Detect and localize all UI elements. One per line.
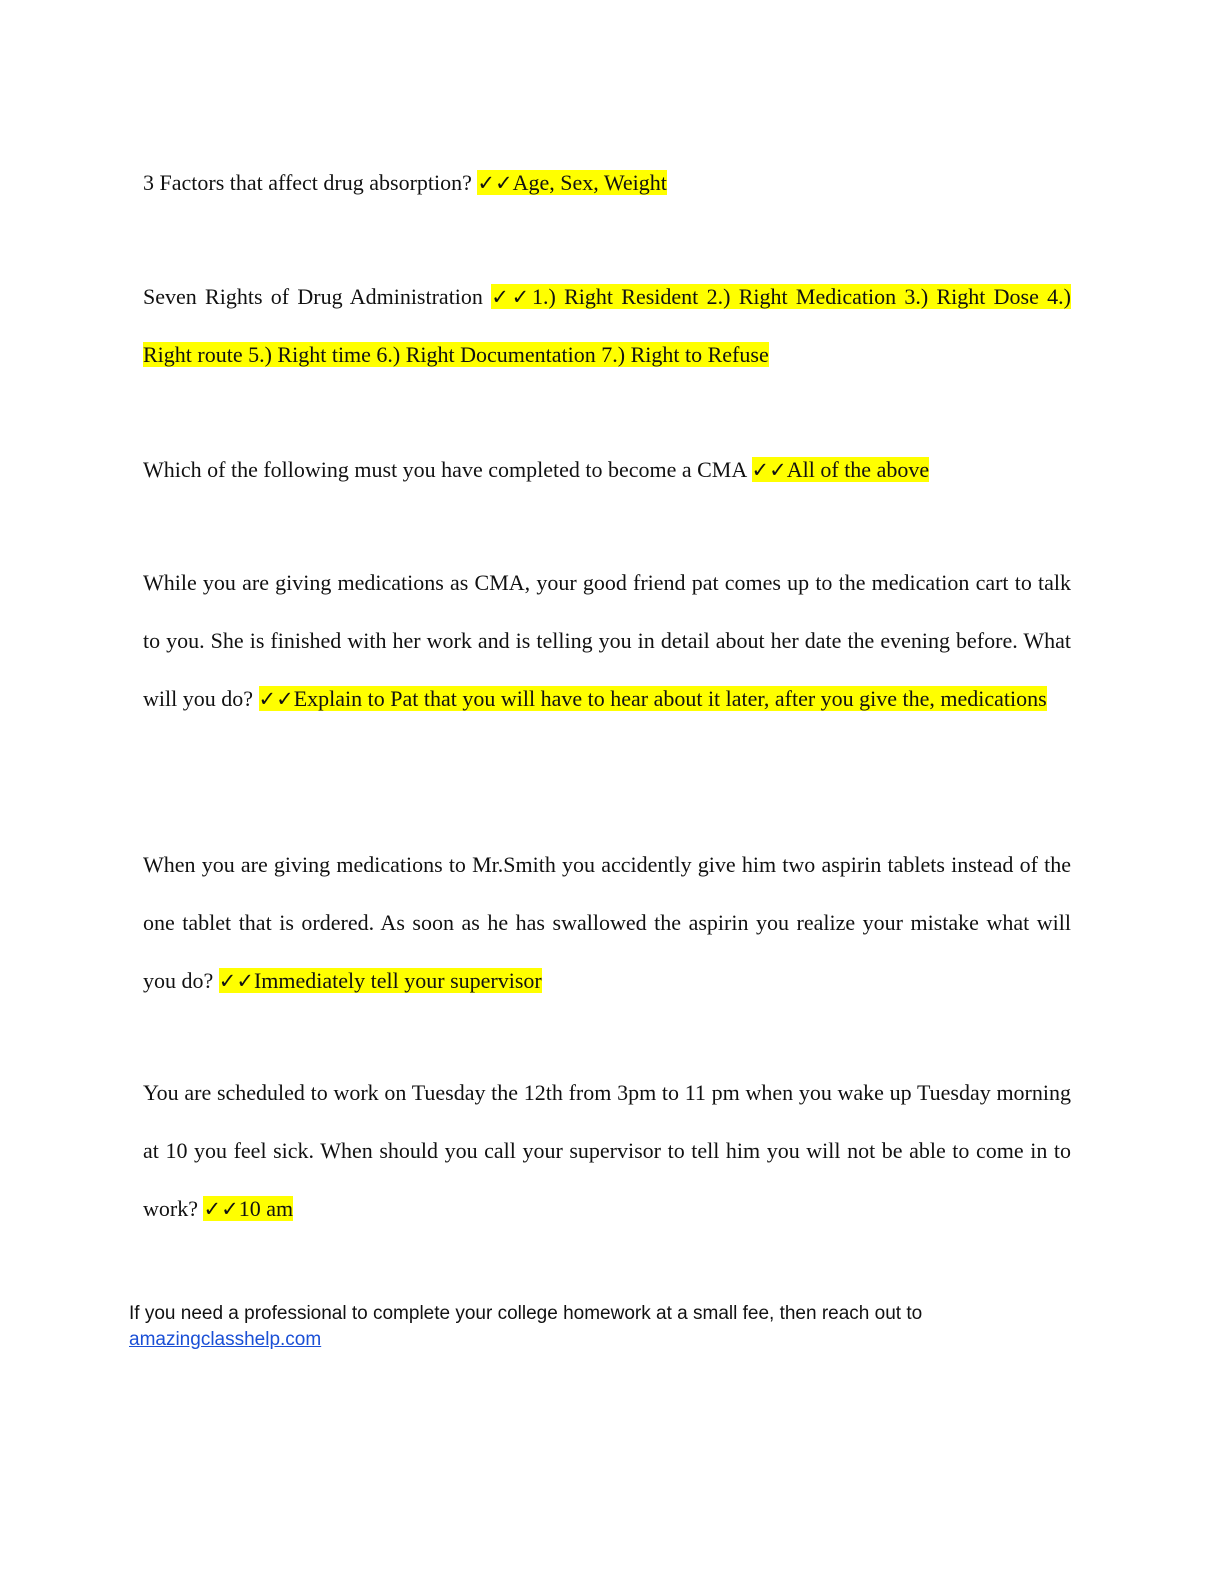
answer-text: 1.) Right Resident 2.) Right Medication 3.) Right Dose 4.) Right route 5.) Right time 6.) Right Documentation 7.) Right to Refuse (143, 284, 1071, 367)
answer-highlight (752, 457, 930, 482)
footer-text: If you need a professional to complete your college homework at a small fee, then reach out to (129, 1303, 923, 1324)
question-text: Which of the following must you have completed to become a CMA (143, 457, 747, 482)
answer-text: All of the above (786, 457, 930, 482)
footer-link[interactable]: amazingclasshelp.com (129, 1329, 322, 1350)
question-block-5 (143, 836, 1071, 1010)
answer-text: Explain to Pat that you will have to hear about it later, after you give the, medications (293, 686, 1047, 711)
answer-highlight (203, 1196, 293, 1221)
double-check-icon: ✓✓ (258, 687, 294, 711)
question-block-4 (143, 554, 1071, 728)
question-text: 3 Factors that affect drug absorption? (143, 170, 472, 195)
question-text: Seven Rights of Drug Administration (143, 284, 483, 309)
question-text: You are scheduled to work on Tuesday the 12th from 3pm to 11 pm when you wake up Tuesday morning at 10 you feel sick. When should you call your supervisor to tell him you will not be able to come in to work? (143, 1080, 1071, 1221)
double-check-icon: ✓✓ (203, 1197, 239, 1221)
answer-highlight (219, 968, 542, 993)
answer-text: 10 am (238, 1196, 294, 1221)
question-block-3 (143, 441, 1071, 499)
answer-text: Age, Sex, Weight (512, 170, 667, 195)
footer-promo (129, 1301, 1089, 1353)
double-check-icon: ✓✓ (751, 458, 787, 482)
answer-highlight (259, 686, 1047, 711)
answer-text: Immediately tell your supervisor (253, 968, 542, 993)
question-text: When you are giving medications to Mr.Smith you accidently give him two aspirin tablets instead of the one tablet that is ordered. As soon as he has swallowed the aspirin you realize your mistake what will you do? (143, 852, 1071, 993)
question-text: While you are giving medications as CMA, your good friend pat comes up to the medication cart to talk to you. She is finished with her work and is telling you in detail about her date the evening before. What will you do? (143, 570, 1071, 711)
answer-highlight (477, 170, 666, 195)
question-block-2 (143, 268, 1071, 384)
question-block-1 (143, 154, 1071, 212)
question-block-6 (143, 1064, 1071, 1238)
double-check-icon: ✓✓ (477, 171, 513, 195)
double-check-icon: ✓✓ (491, 285, 532, 309)
double-check-icon: ✓✓ (218, 969, 254, 993)
